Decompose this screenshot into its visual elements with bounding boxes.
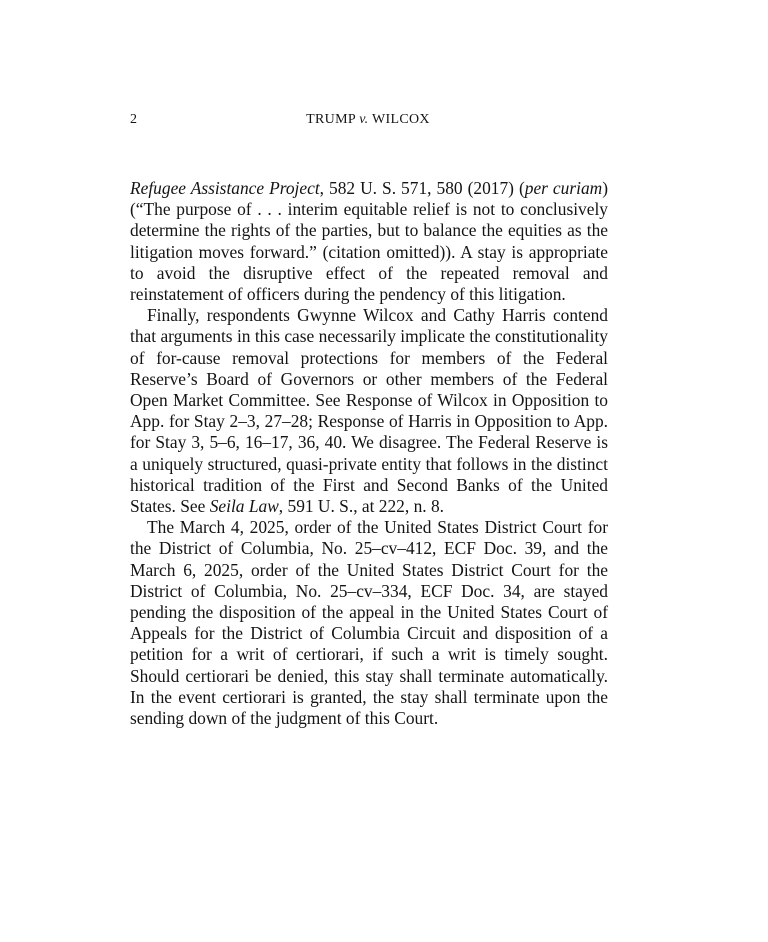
case-title-versus: v. <box>359 112 369 127</box>
paragraph-text: , 582 U. S. 571, 580 (2017) ( <box>319 178 525 198</box>
case-title-right: WILCOX <box>368 112 430 127</box>
citation-case-name: Refugee Assistance Project <box>130 178 320 198</box>
paragraph-text: ) (“The purpose of . . . interim equitable relief is not to conclusively determine the rights of the parties, but to balance the equities as the litigation moves forward.” (citation omitted)). A stay is appropriate to avoid the disruptive effect of the repeated removal and reinstatement of officers during the pendency of this litigation. <box>130 178 609 305</box>
paragraph-text: , 591 U. S., at 222, n. 8. <box>278 496 445 517</box>
page-number: 2 <box>130 112 138 127</box>
paragraph-1 <box>130 178 608 305</box>
paragraph-3 <box>130 517 608 729</box>
citation-seila-law: Seila Law <box>209 496 279 517</box>
case-title <box>130 112 606 128</box>
opinion-body <box>130 178 608 729</box>
paragraph-2 <box>130 305 608 517</box>
citation-per-curiam: per curiam <box>524 178 603 198</box>
case-title-left: TRUMP <box>306 112 360 127</box>
paragraph-text: The March 4, 2025, order of the United States District Court for the District of Columbia, No. 25–cv–412, ECF Doc. 39, and the March 6, 2025, order of the United States District Court for the District of Columbia, No. 25–cv–334, ECF Doc. 34, are stayed pending the disposition of the appeal in the United States Court of Appeals for the District of Columbia Circuit and disposition of a petition for a writ of certiorari, if such a writ is timely sought. Should certiorari be denied, this stay shall terminate automatically. In the event certiorari is granted, the stay shall terminate upon the sending down of the judgment of this Court. <box>130 517 608 729</box>
paragraph-text: Finally, respondents Gwynne Wilcox and Cathy Harris contend that arguments in this case necessarily implicate the constitutionality of for-cause removal protections for members of the Federal Reserve’s Board of Governors or other members of the Federal Open Market Committee. See Response of Wilcox in Opposition to App. for Stay 2–3, 27–28; Response of Harris in Opposition to App. for Stay 3, 5–6, 16–17, 36, 40. We disagree. The Federal Reserve is a uniquely structured, quasi-private entity that follows in the distinct historical tradition of the First and Second Banks of the United States. See <box>130 305 608 517</box>
running-head <box>130 112 606 132</box>
